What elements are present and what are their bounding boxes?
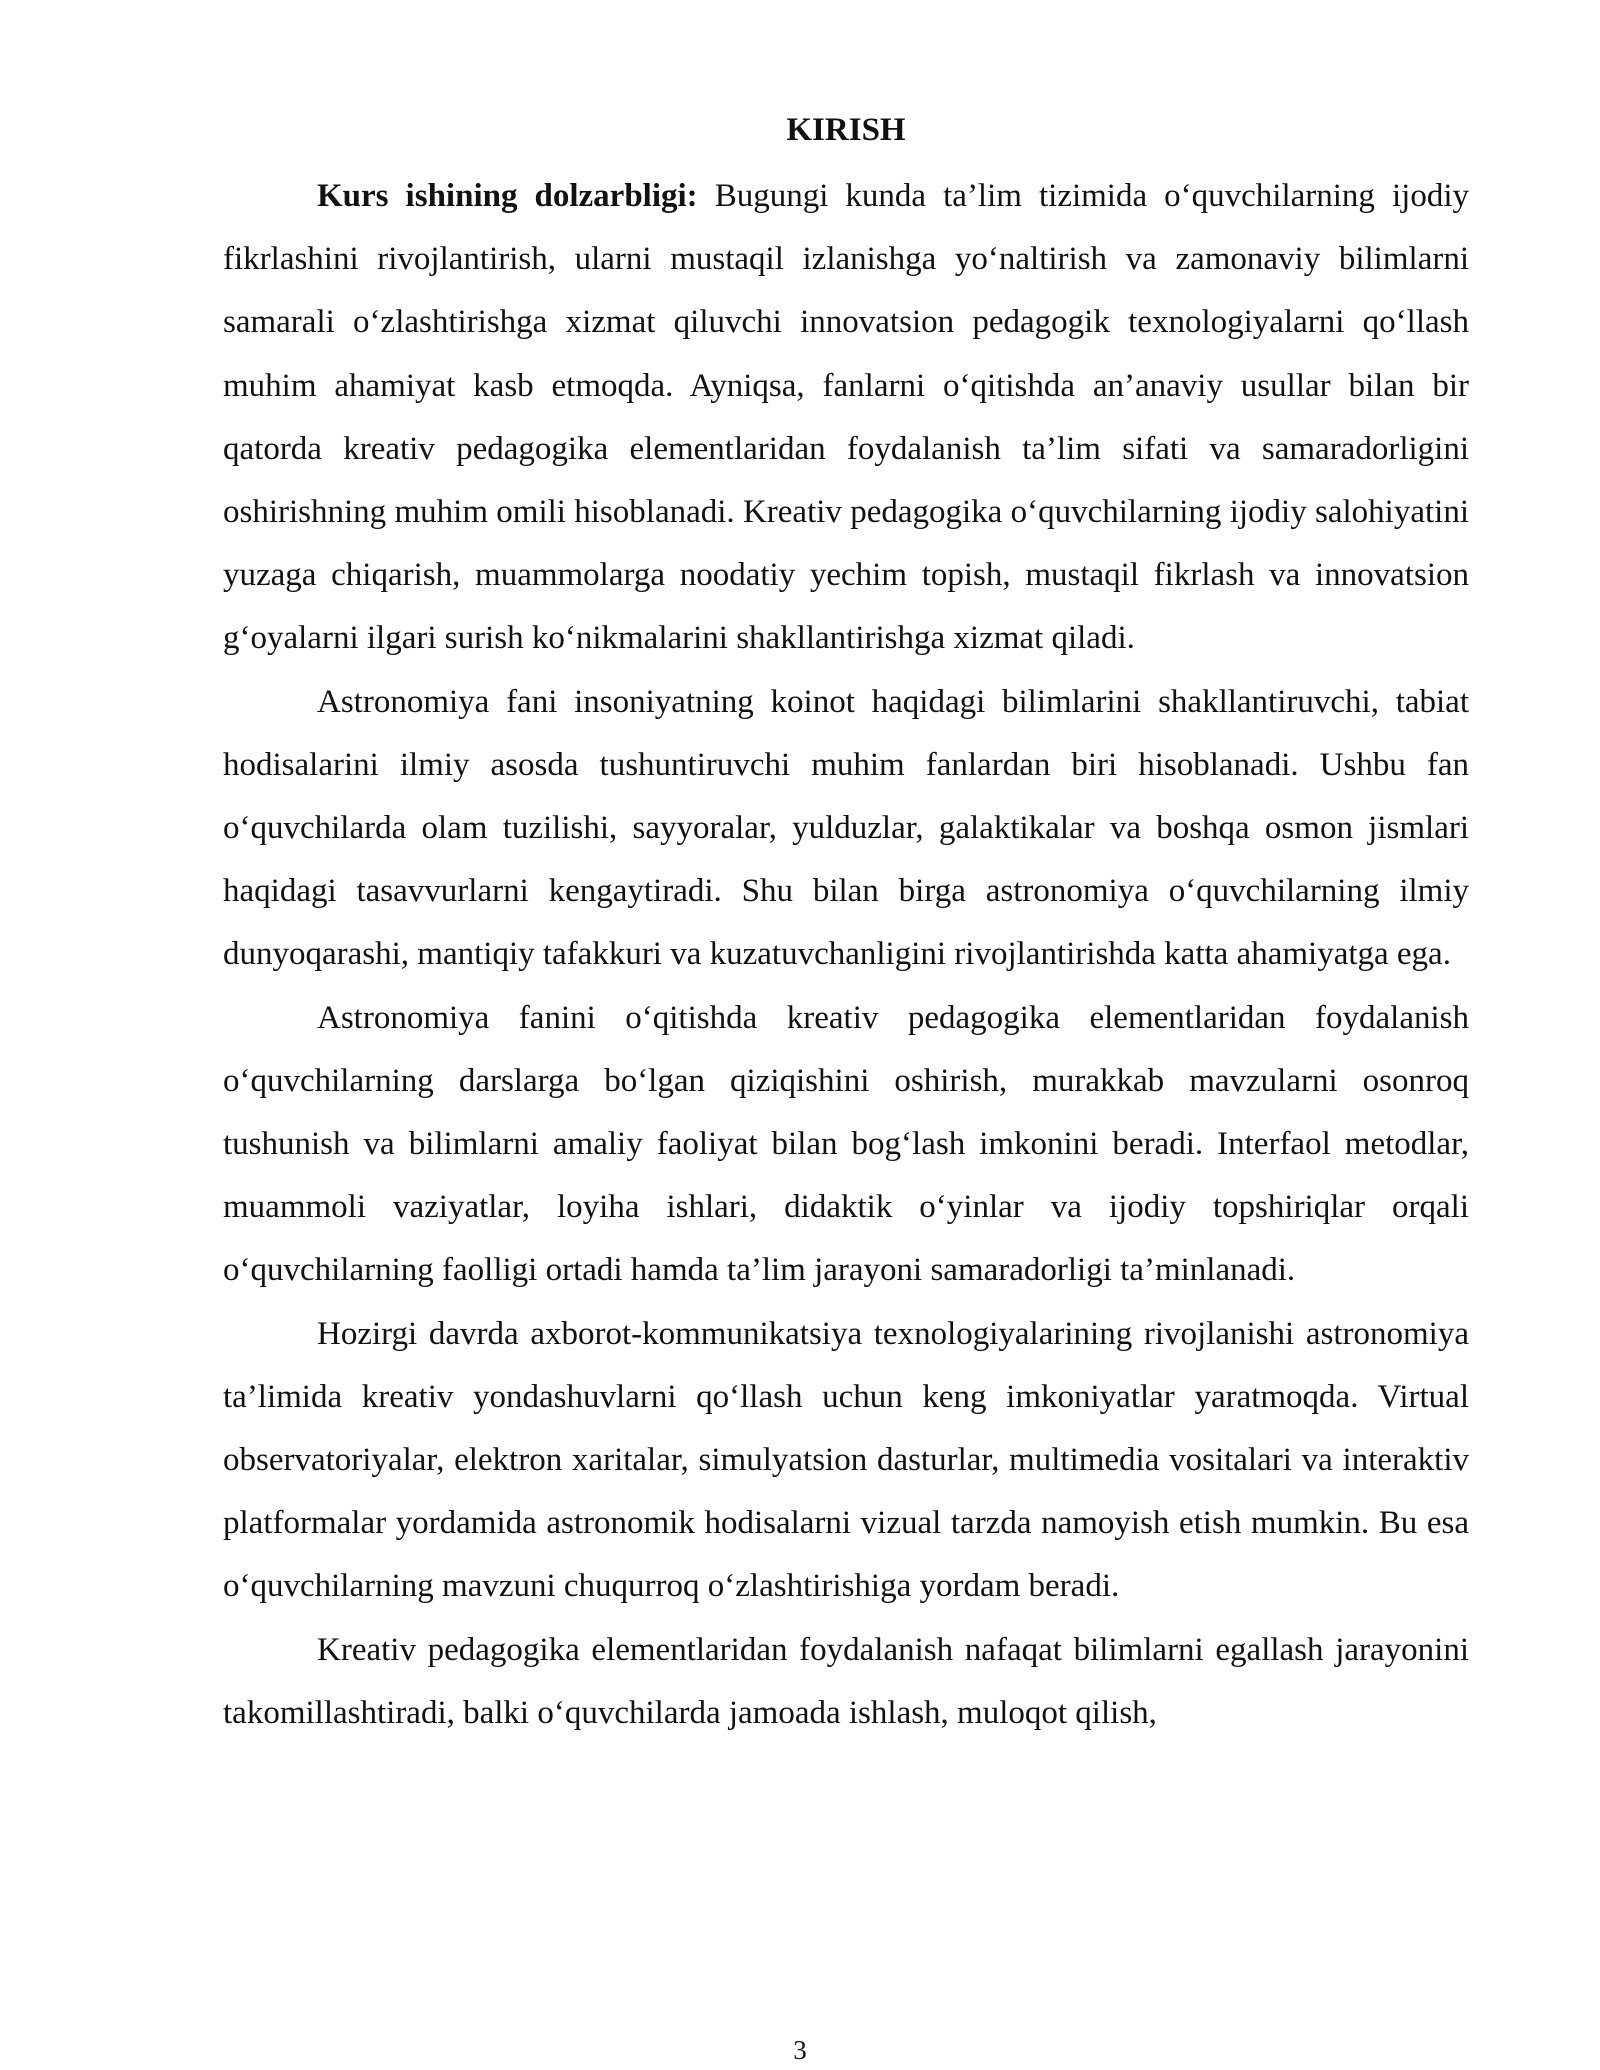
paragraph-text: Bugungi kunda ta’lim tizimida o‘quvchilarning ijodiy fikrlashini rivojlantirish, ularni mustaqil izlanishga yo‘naltirish va zamonaviy bilimlarni samarali o‘zlashtirishga xizmat qiluvchi innovatsion pedagogik texnologiyalarni qo‘llash muhim ahamiyat kasb etmoqda. Ayniqsa, fanlarni o‘qitishda an’anaviy usullar bilan bir qatorda kreativ pedagogika elementlaridan foydalanish ta’lim sifati va samaradorligini oshirishning muhim omili hisoblanadi. Kreativ pedagogika o‘quvchilarning ijodiy salohiyatini yuzaga chiqarish, muammolarga noodatiy yechim topish, mustaqil fikrlash va innovatsion g‘oyalarni ilgari surish ko‘nikmalarini shakllantirishga xizmat qiladi. (223, 178, 1469, 657)
paragraph-astronomy: Astronomiya fani insoniyatning koinot haqidagi bilimlarini shakllantiruvchi, tabiat hodisalarini ilmiy asosda tushuntiruvchi muhim fanlardan biri hisoblanadi. Ushbu fan o‘quvchilarda olam tuzilishi, sayyoralar, yulduzlar, galaktikalar va boshqa osmon jismlari haqidagi tasavvurlarni kengaytiradi. Shu bilan birga astronomiya o‘quvchilarning ilmiy dunyoqarashi, mantiqiy tafakkuri va kuzatuvchanligini rivojlantirishda katta ahamiyatga ega. (223, 683, 1469, 973)
paragraph-creative-teaching: Astronomiya fanini o‘qitishda kreativ pedagogika elementlaridan foydalanish o‘quvchilarning darslarga bo‘lgan qiziqishini oshirish, murakkab mavzularni osonroq tushunish va bilimlarni amaliy faoliyat bilan bog‘lash imkonini beradi. Interfaol metodlar, muammoli vaziyatlar, loyiha ishlari, didaktik o‘yinlar va ijodiy topshiriqlar orqali o‘quvchilarning faolligi ortadi hamda ta’lim jarayoni samaradorligi ta’minlanadi. (223, 999, 1469, 1289)
section-heading: KIRISH (786, 112, 906, 148)
paragraph-relevance (223, 165, 1469, 671)
paragraph-continuation: Kreativ pedagogika elementlaridan foydalanish nafaqat bilimlarni egallash jarayonini takomillashtiradi, balki o‘quvchilarda jamoada ishlash, muloqot qilish, (223, 1631, 1469, 1731)
page-number: 3 (793, 2035, 807, 2065)
document-body (223, 110, 1469, 1745)
paragraph-lead-label: Kurs ishining dolzarbligi: (317, 178, 698, 214)
paragraph-ict: Hozirgi davrda axborot-kommunikatsiya texnologiyalarining rivojlanishi astronomiya ta’limida kreativ yondashuvlarni qo‘llash uchun keng imkoniyatlar yaratmoqda. Virtual observatoriyalar, elektron xaritalar, simulyatsion dasturlar, multimedia vositalari va interaktiv platformalar yordamida astronomik hodisalarni vizual tarzda namoyish etish mumkin. Bu esa o‘quvchilarning mavzuni chuqurroq o‘zlashtirishiga yordam beradi. (223, 1315, 1469, 1605)
